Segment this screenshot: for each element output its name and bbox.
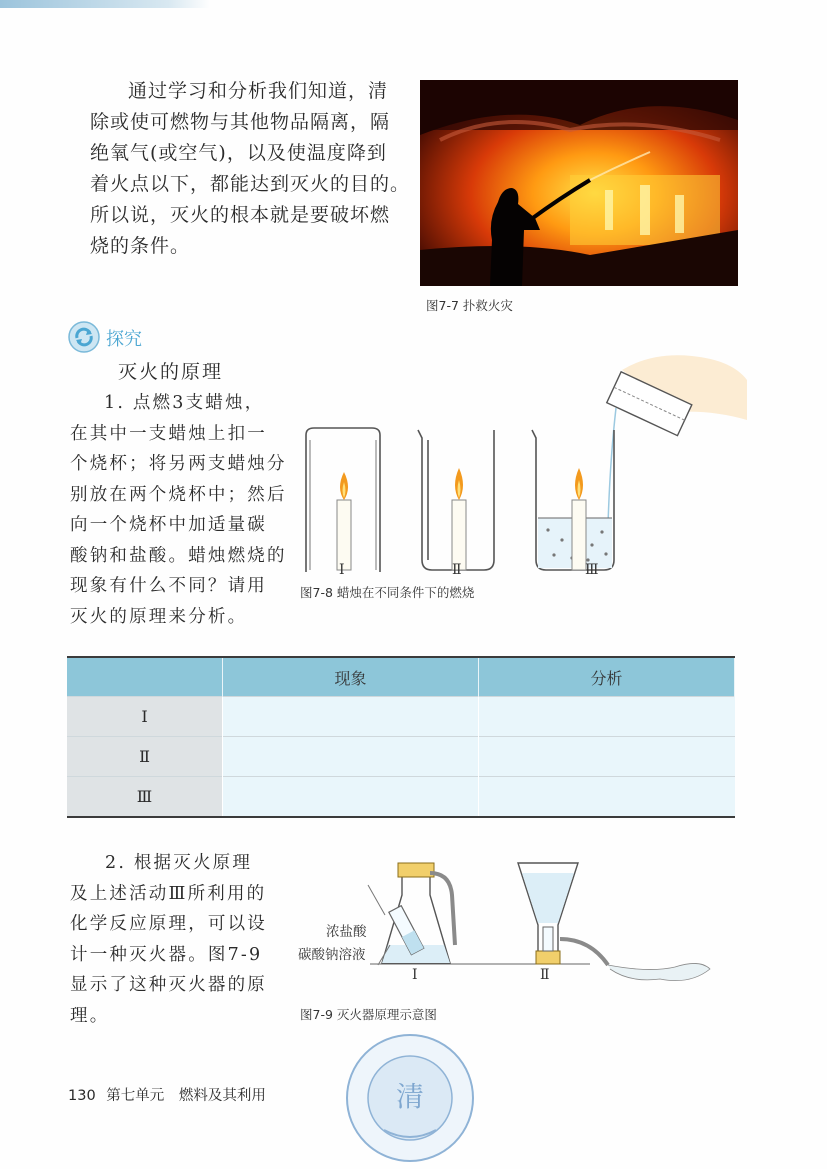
table-cell xyxy=(479,737,735,777)
text-line: 别放在两个烧杯中；然后 xyxy=(70,484,287,505)
row-header: Ⅰ xyxy=(67,697,223,737)
text-line: 个烧杯；将另两支蜡烛分 xyxy=(70,454,287,474)
text-line: 向一个烧杯中加适量碳 xyxy=(70,515,267,535)
text-line: 计一种灭火器。图7-9 xyxy=(70,944,263,965)
intro-paragraph xyxy=(90,76,411,262)
table-cell xyxy=(223,737,479,777)
row-header: Ⅱ xyxy=(67,737,223,777)
row-header: Ⅲ xyxy=(67,777,223,818)
text-line: 灭火的原理来分析。 xyxy=(70,606,248,627)
figure-7-8-caption: 图7-8 蜡烛在不同条件下的燃烧 xyxy=(300,585,475,600)
table-header-row xyxy=(67,657,735,697)
label-acid: 浓盐酸 xyxy=(326,924,367,940)
table-header-phenomenon: 现象 xyxy=(223,657,479,697)
table-row xyxy=(67,697,735,737)
text-line: 烧的条件。 xyxy=(90,235,191,257)
text-line: 酸钠和盐酸。蜡烛燃烧的 xyxy=(70,545,287,566)
explore-label: 探究 xyxy=(106,329,142,350)
table-row xyxy=(67,737,735,777)
figure-7-9-label-ii: Ⅱ xyxy=(540,967,550,983)
figure-7-8-label-i: Ⅰ xyxy=(339,562,345,578)
firefighting-photo xyxy=(420,80,738,286)
observation-table xyxy=(67,656,735,818)
section-subtitle: 灭火的原理 xyxy=(118,361,224,383)
text-line: 在其中一支蜡烛上扣一 xyxy=(70,423,267,444)
table-cell xyxy=(479,697,735,737)
unit-label: 第七单元 xyxy=(106,1088,165,1104)
figure-7-8-label-ii: Ⅱ xyxy=(452,562,462,578)
watermark-logo xyxy=(344,1032,476,1164)
text-line: 所以说，灭火的根本就是要破坏燃 xyxy=(90,204,391,226)
table-cell xyxy=(479,777,735,818)
text-line: 现象有什么不同？请用 xyxy=(70,576,267,596)
activity-2-text xyxy=(70,848,280,1031)
explore-icon xyxy=(68,321,100,353)
top-color-bar xyxy=(0,0,210,8)
figure-7-9-caption: 图7-9 灭火器原理示意图 xyxy=(300,1007,437,1022)
figure-7-7-caption: 图7-7 扑救火灾 xyxy=(426,298,513,313)
chapter-title: 燃料及其利用 xyxy=(178,1088,266,1104)
table-header-blank xyxy=(67,657,223,697)
page-number: 130 xyxy=(68,1088,96,1104)
text-line: 着火点以下，都能达到灭火的目的。 xyxy=(90,173,411,195)
text-line: 理。 xyxy=(70,1005,110,1026)
text-line: 2. 根据灭火原理 xyxy=(105,853,253,873)
text-line: 及上述活动Ⅲ所利用的 xyxy=(70,883,267,904)
table-cell xyxy=(223,697,479,737)
activity-1-text xyxy=(70,388,287,632)
figure-7-8-candles xyxy=(292,350,752,580)
text-line: 通过学习和分析我们知道，清 xyxy=(128,80,389,102)
text-line: 除或使可燃物与其他物品隔离，隔 xyxy=(90,111,391,133)
svg-text:清: 清 xyxy=(395,1080,425,1113)
text-line: 化学反应原理，可以设 xyxy=(70,914,267,934)
text-line: 1. 点燃3支蜡烛， xyxy=(104,393,265,413)
table-header-analysis: 分析 xyxy=(479,657,735,697)
text-line: 显示了这种灭火器的原 xyxy=(70,975,267,995)
table-row xyxy=(67,777,735,818)
page-footer xyxy=(68,1084,266,1105)
figure-7-9-label-i: Ⅰ xyxy=(412,967,418,983)
text-line: 绝氧气(或空气)，以及使温度降到 xyxy=(90,142,387,164)
label-solution: 碳酸钠溶液 xyxy=(298,947,366,963)
flame xyxy=(340,468,583,500)
figure-7-8-label-iii: Ⅲ xyxy=(585,562,599,578)
table-cell xyxy=(223,777,479,818)
